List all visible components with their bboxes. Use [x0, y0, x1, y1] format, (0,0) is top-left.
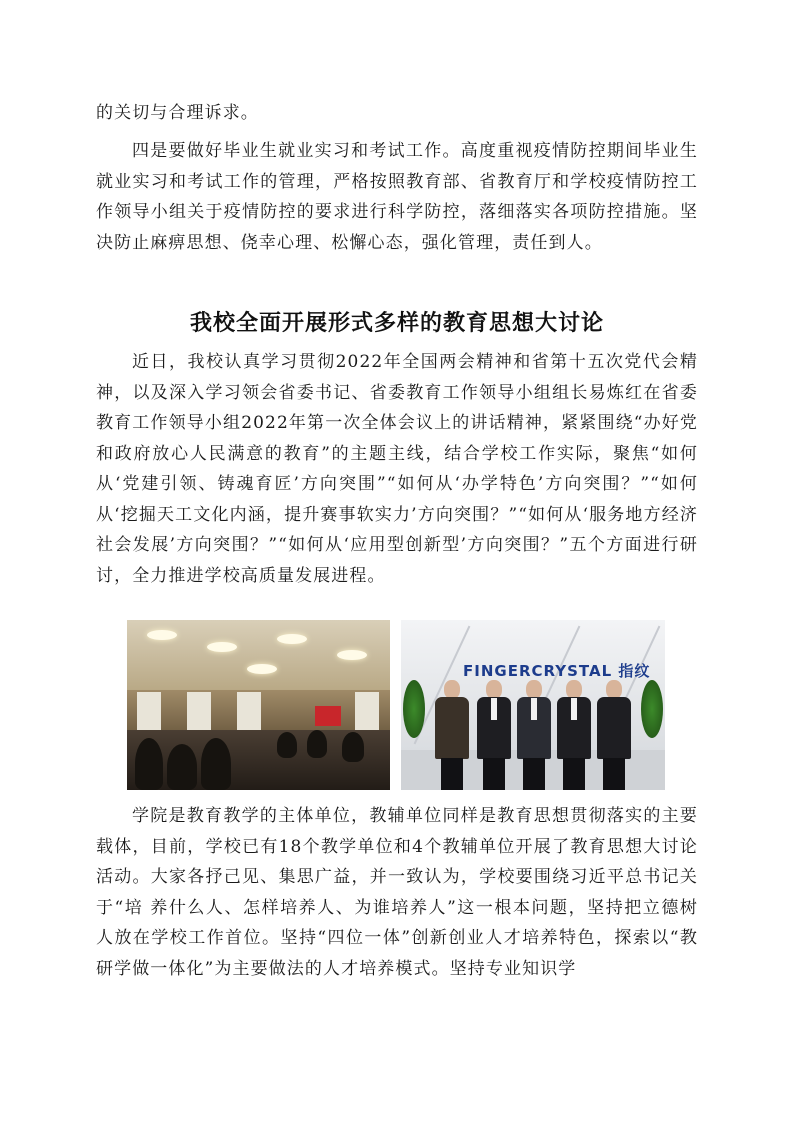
paragraph-discussion: 学院是教育教学的主体单位，教辅单位同样是教育思想贯彻落实的主要载体，目前，学校已有18个教学单位和4个教辅单位开展了教育思想大讨论活动。大家各抒己见、集思广益，并一致认为，学校要围绕习近平总书记关于“培 养什么人、怎样培养人、为谁培养人”这一根本问题，坚持把立德树人放在学校工作首位。坚持“四位一体”创新创业人才培养特色，探索以“教研学做一体化”为主要做法的人才培养模式。坚持专业知识学: [96, 806, 698, 979]
article-heading: 我校全面开展形式多样的教育思想大讨论: [189, 311, 604, 336]
company-logo: FINGERCRYSTAL 指纹: [463, 662, 651, 680]
paragraph-intro: 近日，我校认真学习贯彻2022年全国两会精神和省第十五次党代会精神，以及深入学习领会省委书记、省委教育工作领导小组组长易炼红在省委教育工作领导小组2022年第一次全体会议上的讲话精神，紧紧围绕“办好党和政府放心人民满意的教育”的主题主线，结合学校工作实际，聚焦“如何从‘党建引领、铸魂育匠’方向突围”“如何从‘办学特色’方向突围？”“如何从‘挖掘天工文化内涵，提升赛事软实力’方向突围？”“如何从‘服务地方经济社会发展’方向突围？”“如何从‘应用型创新型’方向突围？”五个方面进行研讨，全力推进学校高质量发展进程。: [96, 352, 698, 586]
paragraph-graduate-work: 四是要做好毕业生就业实习和考试工作。高度重视疫情防控期间毕业生就业实习和考试工作的管理，严格按照教育部、省教育厅和学校疫情防控工作领导小组关于疫情防控的要求进行科学防控，落细落实各项防控措施。坚决防止麻痹思想、侥幸心理、松懈心态，强化管理，责任到人。: [96, 141, 698, 253]
group-photo: [401, 620, 665, 790]
paragraph-continued: 的关切与合理诉求。: [96, 103, 259, 123]
meeting-room-photo: [127, 620, 390, 790]
